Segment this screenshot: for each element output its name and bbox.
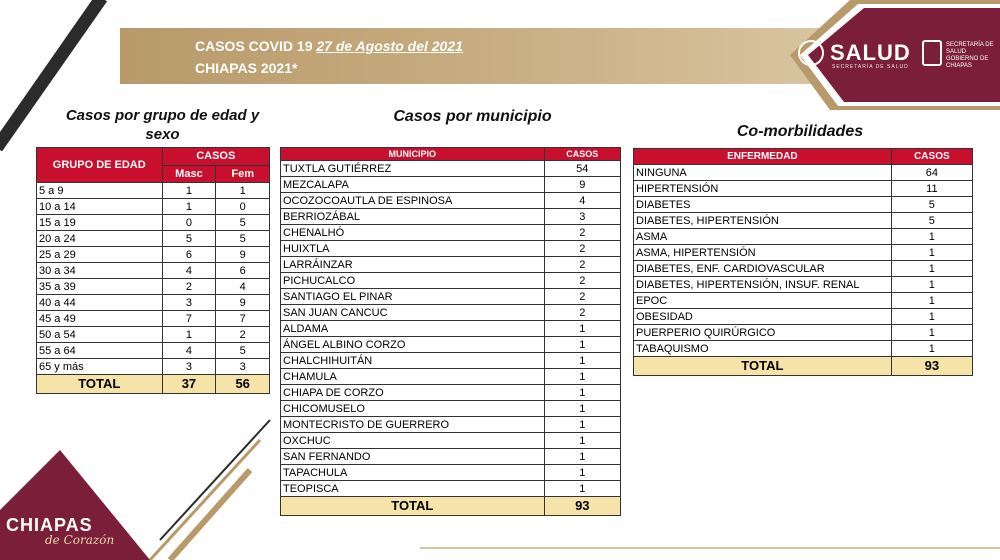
municipio-name-cell: MEZCALAPA: [281, 177, 545, 193]
municipio-cases-cell: 1: [544, 433, 620, 449]
municipio-cases-cell: 2: [544, 305, 620, 321]
municipio-row: [281, 401, 621, 417]
salud-logo-text: SALUD: [830, 40, 911, 65]
salud-logo-tagline: SECRETARÍA DE SALUD: [832, 64, 909, 70]
municipio-row: [281, 193, 621, 209]
municipio-cases-cell: 1: [544, 369, 620, 385]
age-fem-cell: 5: [216, 343, 270, 359]
age-row: [37, 279, 270, 295]
municipio-row: [281, 449, 621, 465]
municipio-name-cell: PICHUCALCO: [281, 273, 545, 289]
comorb-name-cell: EPOC: [634, 293, 892, 309]
municipio-row: [281, 161, 621, 177]
mexico-seal-icon: [798, 40, 824, 66]
comorb-row: [634, 325, 973, 341]
age-group-cell: 40 a 44: [37, 295, 163, 311]
comorb-cases-cell: 1: [891, 341, 972, 357]
age-row: [37, 231, 270, 247]
municipio-row: [281, 417, 621, 433]
municipio-row: [281, 321, 621, 337]
comorb-table: [633, 148, 973, 376]
comorb-cases-cell: 1: [891, 229, 972, 245]
municipio-total-cases: 93: [544, 497, 620, 516]
municipio-name-cell: CHIAPA DE CORZO: [281, 385, 545, 401]
age-table: [36, 147, 270, 394]
age-fem-cell: 6: [216, 263, 270, 279]
age-masc-cell: 6: [162, 247, 216, 263]
comorb-row: [634, 165, 973, 181]
chiapas-logo-tagline: de Corazón: [45, 533, 115, 547]
age-fem-cell: 0: [216, 199, 270, 215]
municipio-cases-cell: 9: [544, 177, 620, 193]
age-masc-cell: 4: [162, 343, 216, 359]
municipio-name-cell: SANTIAGO EL PINAR: [281, 289, 545, 305]
age-group-cell: 20 a 24: [37, 231, 163, 247]
municipio-row: [281, 257, 621, 273]
municipio-table-title: Casos por municipio: [393, 108, 552, 125]
age-group-cell: 45 a 49: [37, 311, 163, 327]
municipio-name-cell: TUXTLA GUTIÉRREZ: [281, 161, 545, 177]
comorb-cases-cell: 5: [891, 213, 972, 229]
municipio-name-cell: OXCHUC: [281, 433, 545, 449]
comorb-row: [634, 197, 973, 213]
municipio-cases-cell: 1: [544, 465, 620, 481]
comorb-row: [634, 229, 973, 245]
municipio-header-name: MUNICIPIO: [281, 148, 545, 161]
municipio-cases-cell: 2: [544, 241, 620, 257]
municipio-name-cell: OCOZOCOAUTLA DE ESPINOSA: [281, 193, 545, 209]
comorb-cases-cell: 5: [891, 197, 972, 213]
age-fem-cell: 1: [216, 183, 270, 199]
age-row: [37, 359, 270, 375]
age-fem-cell: 9: [216, 247, 270, 263]
municipio-row: [281, 241, 621, 257]
comorb-cases-cell: 1: [891, 245, 972, 261]
municipio-name-cell: MONTECRISTO DE GUERRERO: [281, 417, 545, 433]
comorb-name-cell: DIABETES, HIPERTENSIÓN: [634, 213, 892, 229]
municipio-name-cell: CHALCHIHUITÁN: [281, 353, 545, 369]
municipio-row: [281, 337, 621, 353]
age-row: [37, 183, 270, 199]
municipio-cases-cell: 1: [544, 417, 620, 433]
comorb-name-cell: NINGUNA: [634, 165, 892, 181]
age-total-row: [37, 375, 270, 394]
age-group-cell: 5 a 9: [37, 183, 163, 199]
municipio-name-cell: SAN JUAN CANCUC: [281, 305, 545, 321]
age-group-cell: 55 a 64: [37, 343, 163, 359]
comorb-total-label: TOTAL: [634, 357, 892, 376]
age-row: [37, 327, 270, 343]
age-masc-cell: 1: [162, 199, 216, 215]
comorb-name-cell: PUERPERIO QUIRÚRGICO: [634, 325, 892, 341]
municipio-cases-cell: 2: [544, 225, 620, 241]
comorb-cases-cell: 1: [891, 309, 972, 325]
age-fem-cell: 7: [216, 311, 270, 327]
comorb-total-row: [634, 357, 973, 376]
comorb-row: [634, 293, 973, 309]
age-header-fem: Fem: [216, 165, 270, 183]
age-row: [37, 295, 270, 311]
municipio-table: [280, 147, 621, 516]
age-fem-cell: 2: [216, 327, 270, 343]
municipio-name-cell: CHAMULA: [281, 369, 545, 385]
municipio-name-cell: HUIXTLA: [281, 241, 545, 257]
age-row: [37, 343, 270, 359]
age-masc-cell: 4: [162, 263, 216, 279]
municipio-row: [281, 289, 621, 305]
age-masc-cell: 1: [162, 327, 216, 343]
municipio-row: [281, 225, 621, 241]
age-total-masc: 37: [162, 375, 216, 394]
age-row: [37, 247, 270, 263]
age-total-label: TOTAL: [37, 375, 163, 394]
comorb-row: [634, 309, 973, 325]
municipio-row: [281, 209, 621, 225]
municipio-name-cell: TAPACHULA: [281, 465, 545, 481]
header-date: 27 de Agosto del 2021: [316, 38, 463, 54]
municipio-cases-cell: 2: [544, 257, 620, 273]
municipio-cases-cell: 1: [544, 353, 620, 369]
age-row: [37, 215, 270, 231]
age-masc-cell: 2: [162, 279, 216, 295]
age-masc-cell: 0: [162, 215, 216, 231]
age-total-fem: 56: [216, 375, 270, 394]
municipio-row: [281, 369, 621, 385]
municipio-header-cases: CASOS: [544, 148, 620, 161]
chiapas-seal-icon: [922, 40, 942, 66]
age-masc-cell: 1: [162, 183, 216, 199]
municipio-name-cell: SAN FERNANDO: [281, 449, 545, 465]
comorb-cases-cell: 1: [891, 277, 972, 293]
municipio-name-cell: CHENALHÓ: [281, 225, 545, 241]
header-title-text: CASOS COVID 19: [195, 38, 313, 54]
municipio-name-cell: CHICOMUSELO: [281, 401, 545, 417]
comorb-row: [634, 181, 973, 197]
municipio-cases-cell: 1: [544, 337, 620, 353]
age-group-cell: 10 a 14: [37, 199, 163, 215]
age-fem-cell: 5: [216, 231, 270, 247]
municipio-name-cell: ALDAMA: [281, 321, 545, 337]
comorb-cases-cell: 1: [891, 325, 972, 341]
municipio-row: [281, 273, 621, 289]
age-table-title: [40, 106, 285, 144]
comorb-row: [634, 277, 973, 293]
age-masc-cell: 3: [162, 295, 216, 311]
municipio-cases-cell: 3: [544, 209, 620, 225]
age-group-cell: 65 y más: [37, 359, 163, 375]
comorb-name-cell: TABAQUISMO: [634, 341, 892, 357]
comorb-cases-cell: 1: [891, 293, 972, 309]
age-group-cell: 15 a 19: [37, 215, 163, 231]
age-masc-cell: 7: [162, 311, 216, 327]
age-fem-cell: 4: [216, 279, 270, 295]
age-title-line2: sexo: [145, 126, 180, 143]
age-row: [37, 263, 270, 279]
municipio-row: [281, 481, 621, 497]
comorb-row: [634, 213, 973, 229]
municipio-row: [281, 433, 621, 449]
comorb-row: [634, 261, 973, 277]
header-title: [195, 38, 463, 54]
municipio-cases-cell: 4: [544, 193, 620, 209]
comorb-name-cell: DIABETES: [634, 197, 892, 213]
municipio-row: [281, 177, 621, 193]
municipio-row: [281, 385, 621, 401]
municipio-cases-cell: 2: [544, 273, 620, 289]
municipio-row: [281, 465, 621, 481]
age-header-cases: CASOS: [162, 148, 269, 166]
municipio-total-row: [281, 497, 621, 516]
age-group-cell: 50 a 54: [37, 327, 163, 343]
comorb-total-cases: 93: [891, 357, 972, 376]
municipio-row: [281, 305, 621, 321]
age-row: [37, 199, 270, 215]
municipio-cases-cell: 1: [544, 321, 620, 337]
comorb-table-title: Co-morbilidades: [736, 123, 864, 140]
comorb-name-cell: DIABETES, HIPERTENSIÓN, INSUF. RENAL: [634, 277, 892, 293]
comorb-cases-cell: 64: [891, 165, 972, 181]
age-fem-cell: 5: [216, 215, 270, 231]
municipio-cases-cell: 1: [544, 401, 620, 417]
comorb-header-cases: CASOS: [891, 149, 972, 165]
age-fem-cell: 9: [216, 295, 270, 311]
comorb-name-cell: HIPERTENSIÓN: [634, 181, 892, 197]
municipio-cases-cell: 1: [544, 481, 620, 497]
header-subtitle: CHIAPAS 2021*: [195, 60, 298, 76]
municipio-cases-cell: 1: [544, 385, 620, 401]
comorb-name-cell: OBESIDAD: [634, 309, 892, 325]
age-row: [37, 311, 270, 327]
comorb-name-cell: ASMA, HIPERTENSIÓN: [634, 245, 892, 261]
municipio-name-cell: TEOPISCA: [281, 481, 545, 497]
municipio-row: [281, 353, 621, 369]
comorb-name-cell: ASMA: [634, 229, 892, 245]
municipio-name-cell: ÁNGEL ALBINO CORZO: [281, 337, 545, 353]
comorb-name-cell: DIABETES, ENF. CARDIOVASCULAR: [634, 261, 892, 277]
age-group-cell: 30 a 34: [37, 263, 163, 279]
municipio-total-label: TOTAL: [281, 497, 545, 516]
municipio-name-cell: LARRÁINZAR: [281, 257, 545, 273]
age-fem-cell: 3: [216, 359, 270, 375]
age-masc-cell: 3: [162, 359, 216, 375]
comorb-row: [634, 245, 973, 261]
chiapas-logo-text: CHIAPAS: [6, 515, 93, 535]
municipio-cases-cell: 2: [544, 289, 620, 305]
municipio-cases-cell: 1: [544, 449, 620, 465]
municipio-cases-cell: 54: [544, 161, 620, 177]
age-header-group: GRUPO DE EDAD: [37, 148, 163, 183]
comorb-row: [634, 341, 973, 357]
age-title-line1: Casos por grupo de edad y: [65, 107, 260, 124]
municipio-name-cell: BERRIOZÁBAL: [281, 209, 545, 225]
age-group-cell: 35 a 39: [37, 279, 163, 295]
comorb-cases-cell: 1: [891, 261, 972, 277]
secretaria-logo-text: SECRETARÍA DE SALUD GOBIERNO DE CHIAPAS: [946, 42, 994, 69]
comorb-header-name: ENFERMEDAD: [634, 149, 892, 165]
age-group-cell: 25 a 29: [37, 247, 163, 263]
age-header-masc: Masc: [162, 165, 216, 183]
comorb-cases-cell: 11: [891, 181, 972, 197]
age-masc-cell: 5: [162, 231, 216, 247]
